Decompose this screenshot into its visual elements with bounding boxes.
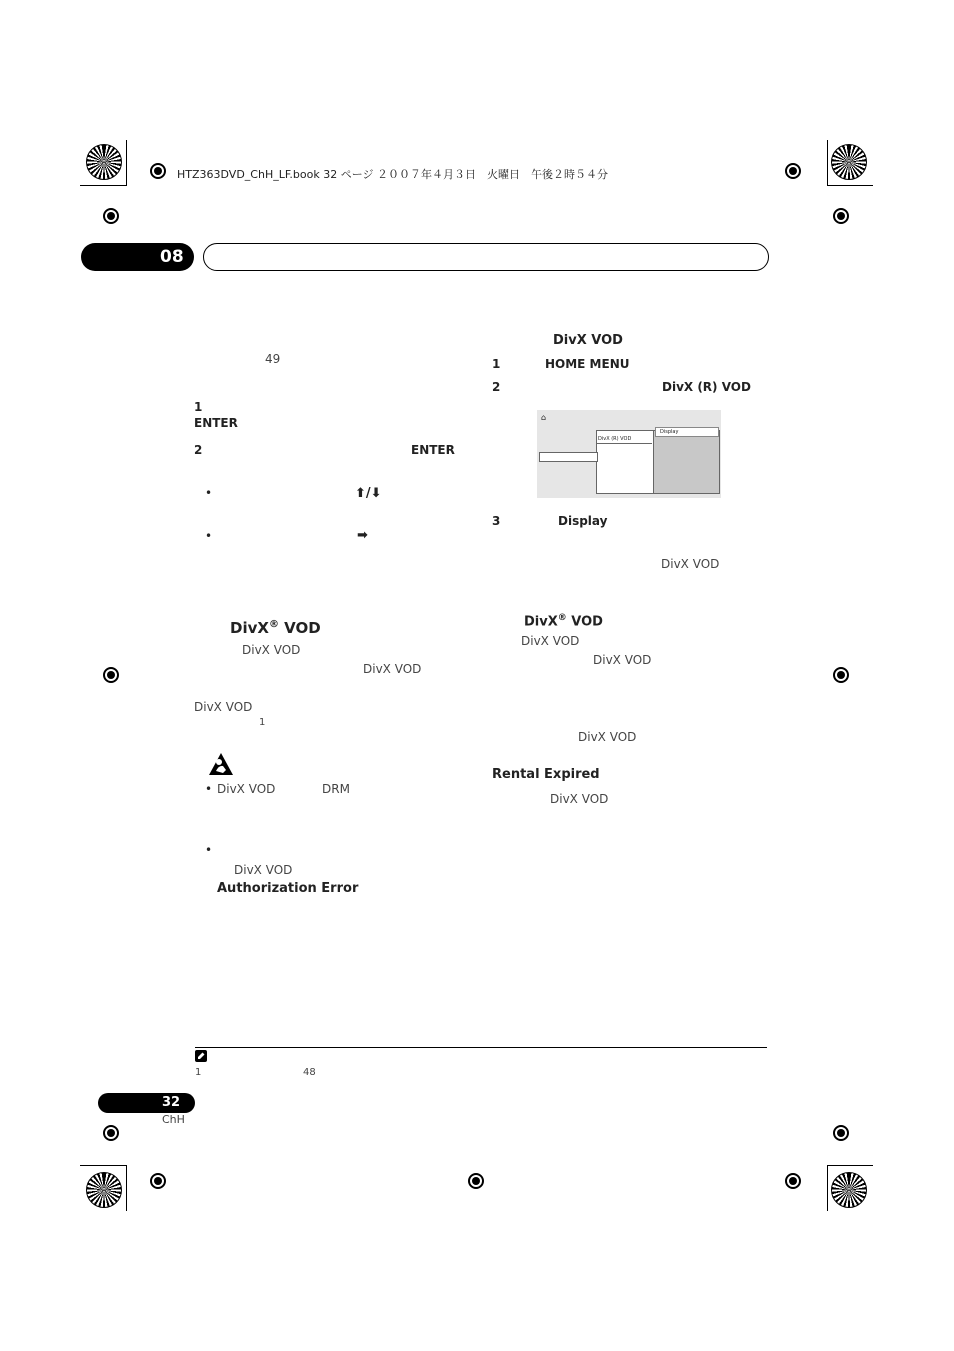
authorization-error-label: Authorization Error xyxy=(217,881,359,896)
body-text: DivX VOD xyxy=(242,643,301,657)
crop-line xyxy=(827,185,873,186)
chapter-title-bar xyxy=(203,243,769,271)
body-text: DivX VOD xyxy=(550,792,609,806)
body-text: DivX VOD xyxy=(363,662,422,676)
heading-divx: DivX xyxy=(524,614,558,630)
subheading-divx-vod: DivX VOD xyxy=(553,333,623,348)
section-heading-divx-vod xyxy=(230,619,321,637)
crop-line xyxy=(827,1165,828,1211)
crosshair-mark xyxy=(833,1125,849,1141)
footnote-page-ref: 48 xyxy=(303,1067,316,1078)
heading-vod: VOD xyxy=(566,614,603,630)
registration-target-bottom-left xyxy=(86,1172,122,1208)
body-text: DivX VOD xyxy=(234,863,293,877)
osd-screen-illustration xyxy=(537,410,721,498)
file-info-line: HTZ363DVD_ChH_LF.book 32 ページ ２００７年４月３日 火曜日 午後２時５４分 xyxy=(177,168,608,181)
body-text: DivX VOD xyxy=(661,557,720,571)
language-code: ChH xyxy=(162,1113,185,1126)
note-icon xyxy=(195,1050,207,1062)
page-reference: 49 xyxy=(265,352,281,366)
crosshair-mark xyxy=(103,208,119,224)
section-heading-divx-vod xyxy=(524,613,603,629)
body-text: DivX VOD xyxy=(521,634,580,648)
body-text: DivX VOD xyxy=(578,730,637,744)
page-number-tab xyxy=(98,1093,195,1113)
crop-line xyxy=(80,185,126,186)
crop-line xyxy=(827,140,828,186)
body-text: DivX VOD xyxy=(194,700,253,714)
footnote-number: 1 xyxy=(195,1067,202,1078)
crosshair-mark xyxy=(150,163,166,179)
crosshair-mark xyxy=(468,1173,484,1189)
bullet: • xyxy=(205,782,213,796)
step-number: 1 xyxy=(492,357,501,371)
step-number: 1 xyxy=(194,400,203,414)
up-down-arrow-icon: ⬆/⬇ xyxy=(355,486,382,501)
crosshair-mark xyxy=(833,208,849,224)
drm-label: DRM xyxy=(322,782,350,796)
crosshair-mark xyxy=(785,163,801,179)
enter-key-label: ENTER xyxy=(194,416,238,430)
footnote-rule xyxy=(195,1047,767,1048)
crosshair-mark xyxy=(785,1173,801,1189)
body-text: DivX VOD xyxy=(217,782,276,796)
crop-line xyxy=(126,140,127,186)
home-menu-key-label: HOME MENU xyxy=(545,357,630,371)
crosshair-mark xyxy=(833,667,849,683)
registered-mark: ® xyxy=(557,613,567,623)
bullet: • xyxy=(205,486,213,500)
crop-line xyxy=(80,1165,126,1166)
footnote-marker: 1 xyxy=(259,717,266,728)
registered-mark: ® xyxy=(268,619,279,630)
heading-divx: DivX xyxy=(230,619,269,637)
step-number: 3 xyxy=(492,514,501,528)
body-text: DivX VOD xyxy=(593,653,652,667)
disc-icon: ⌂ xyxy=(541,413,547,422)
crosshair-mark xyxy=(103,667,119,683)
bullet: • xyxy=(205,843,213,857)
step-number: 2 xyxy=(492,380,501,394)
osd-left-tab xyxy=(539,452,598,462)
crosshair-mark xyxy=(103,1125,119,1141)
crop-line xyxy=(827,1165,873,1166)
osd-info-panel xyxy=(653,430,720,494)
step-number: 2 xyxy=(194,443,203,457)
crosshair-mark xyxy=(150,1173,166,1189)
page-number: 32 xyxy=(162,1095,181,1110)
divx-vod-menu-label: DivX (R) VOD xyxy=(662,380,751,394)
crop-line xyxy=(126,1165,127,1211)
enter-key-label: ENTER xyxy=(411,443,455,457)
right-arrow-icon: ➡ xyxy=(357,528,368,543)
chapter-number: 08 xyxy=(160,247,184,267)
warning-icon xyxy=(208,752,234,776)
registration-target-top-right xyxy=(831,144,867,180)
display-key-label: Display xyxy=(558,514,608,528)
bullet: • xyxy=(205,529,213,543)
registration-target-bottom-right xyxy=(831,1172,867,1208)
osd-display-option: Display xyxy=(655,427,719,437)
osd-divx-vod-item: DivX (R) VOD xyxy=(597,435,652,444)
heading-vod: VOD xyxy=(278,619,321,637)
registration-target-top-left xyxy=(86,144,122,180)
rental-expired-label: Rental Expired xyxy=(492,767,600,782)
